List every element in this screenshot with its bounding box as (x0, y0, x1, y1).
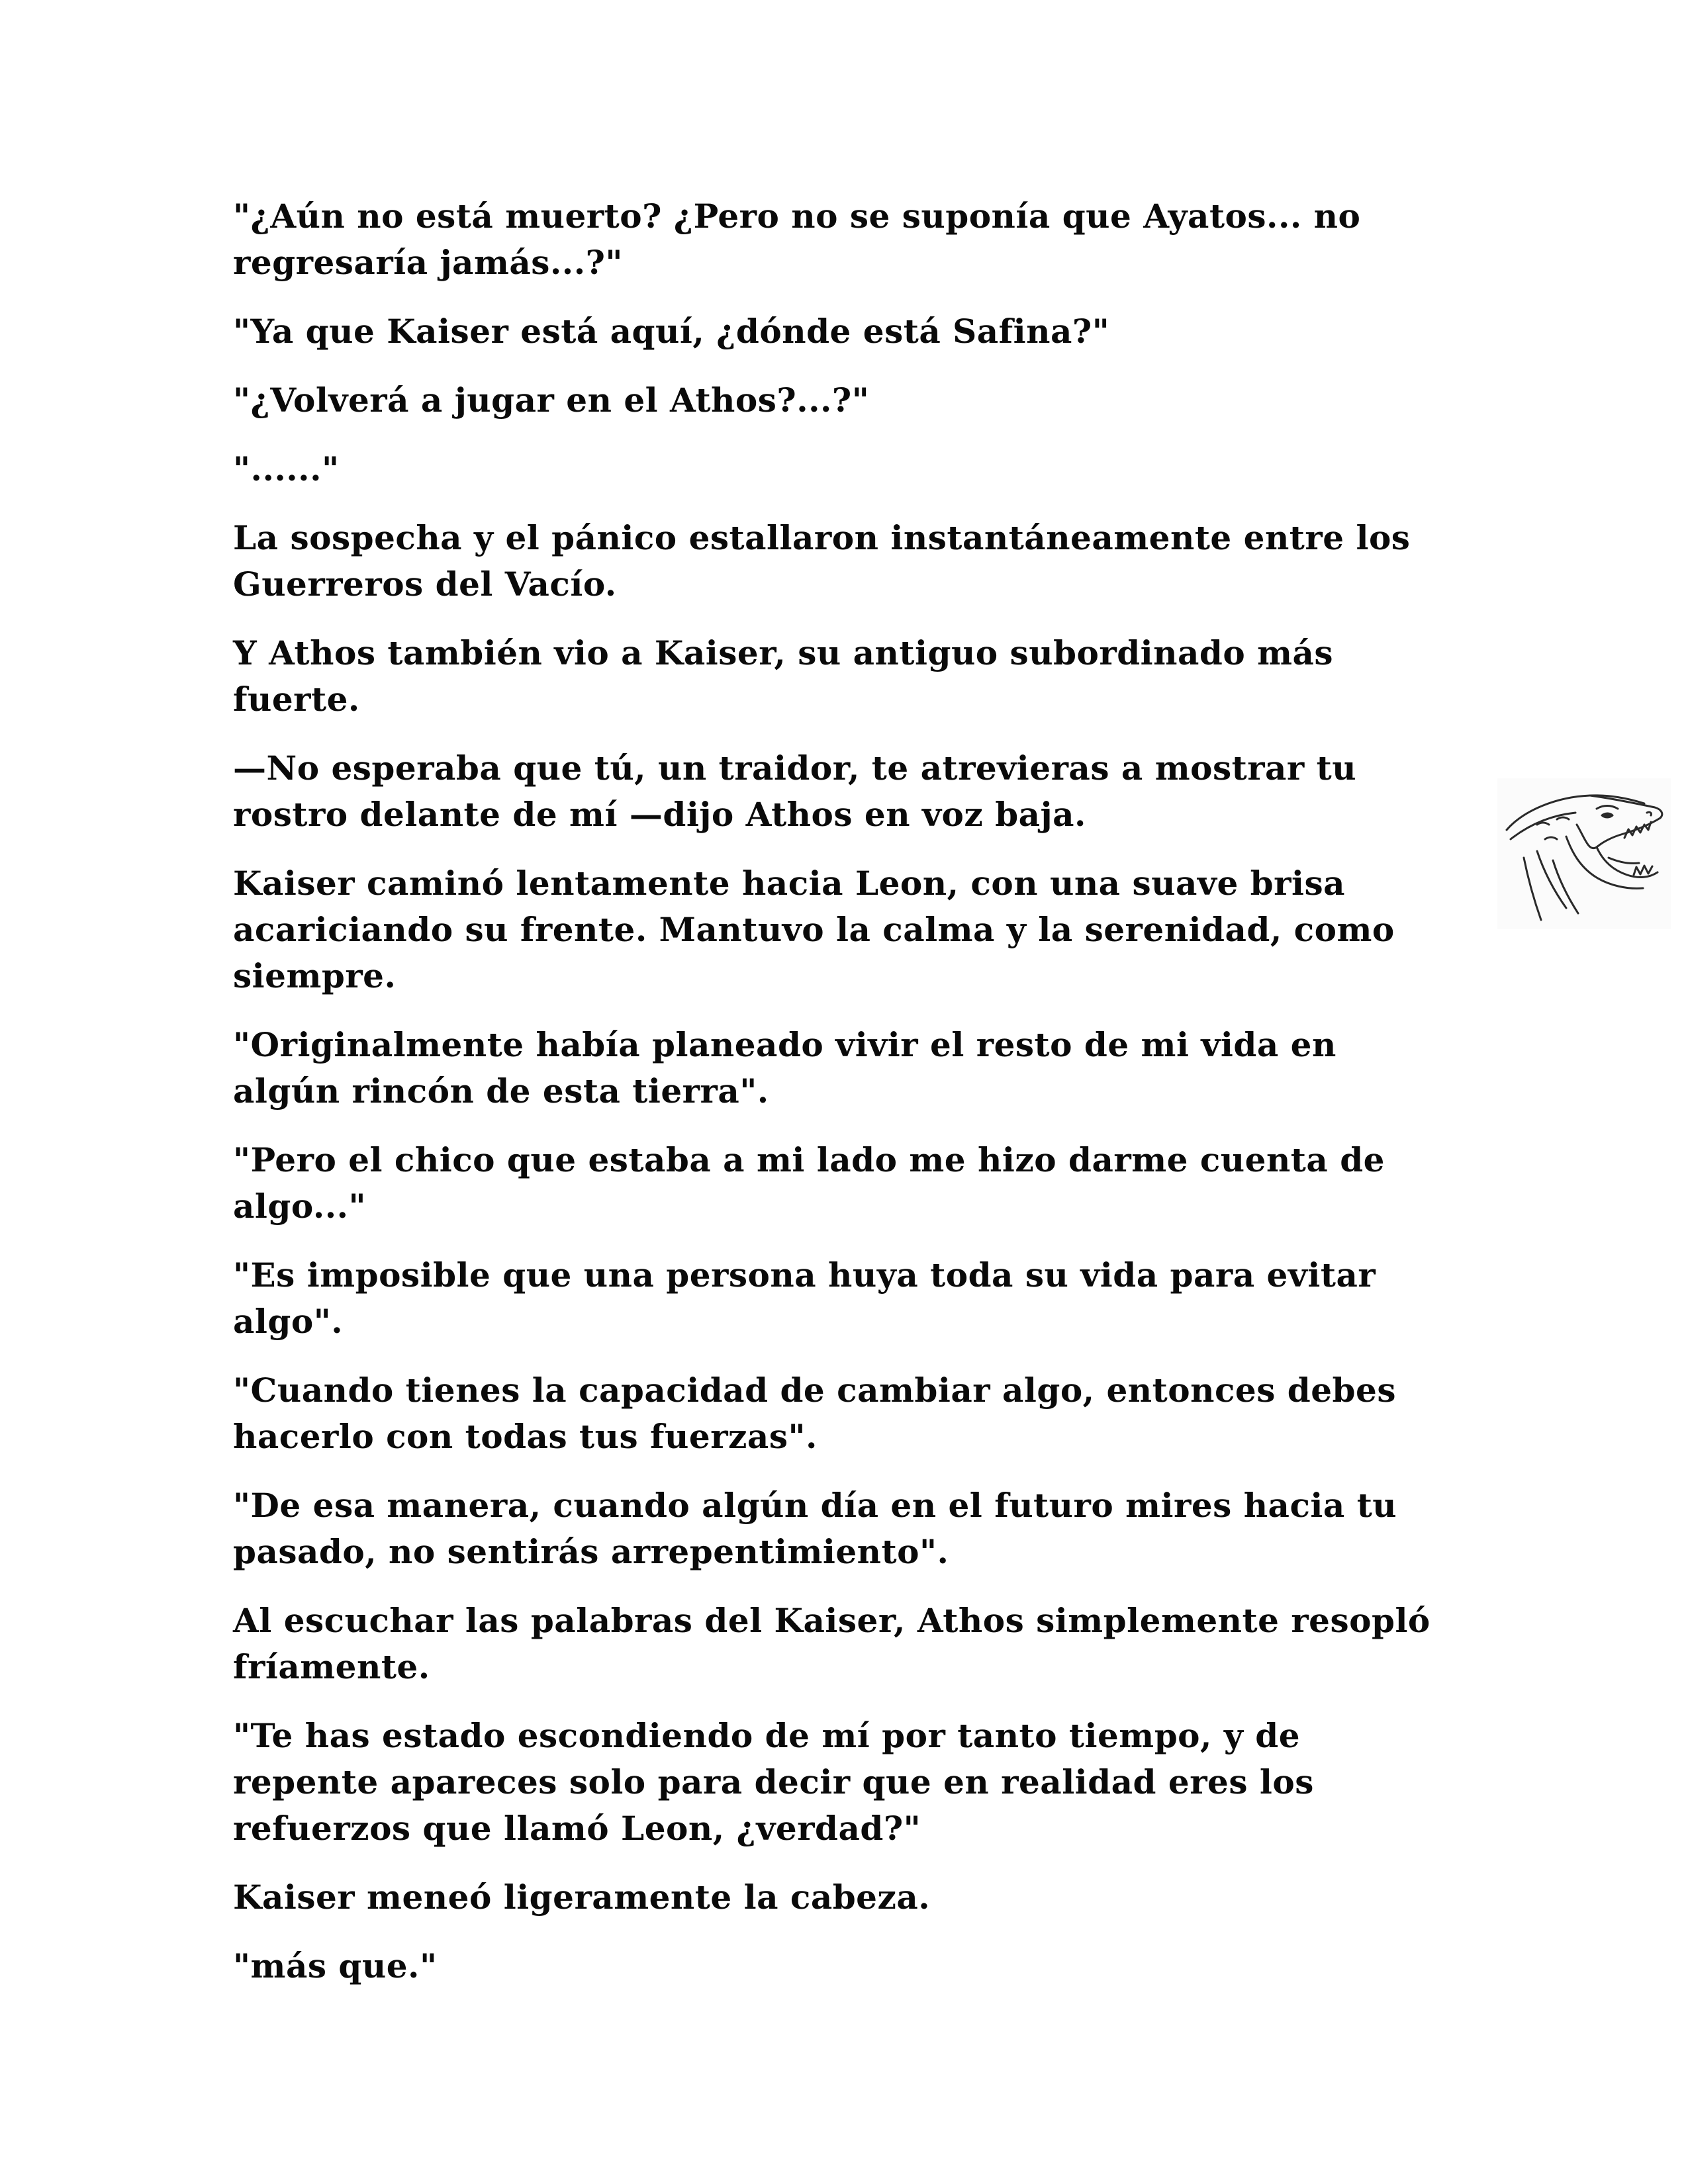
paragraph-17: "más que." (233, 1946, 438, 1985)
paragraph-9: "Originalmente había planeado vivir el resto de mi vida en algún rincón de esta tierra". (233, 1025, 1336, 1111)
paragraph-7: —No esperaba que tú, un traidor, te atrevieras a mostrar tu rostro delante de mí —dijo Athos en voz baja. (233, 749, 1357, 834)
paragraph-5: La sospecha y el pánico estallaron instantáneamente entre los Guerreros del Vacío. (233, 518, 1411, 604)
story-text (233, 193, 1444, 2012)
paragraph-14: Al escuchar las palabras del Kaiser, Athos simplemente resopló fríamente. (233, 1601, 1430, 1686)
paragraph-3: "¿Volverá a jugar en el Athos?...?" (233, 381, 870, 420)
dinosaur-head-icon (1497, 778, 1671, 929)
paragraph-16: Kaiser meneó ligeramente la cabeza. (233, 1878, 931, 1917)
paragraph-1: "¿Aún no está muerto? ¿Pero no se suponía que Ayatos... no regresaría jamás...?" (233, 197, 1361, 282)
paragraph-11: "Es imposible que una persona huya toda su vida para evitar algo". (233, 1255, 1376, 1341)
paragraph-15: "Te has estado escondiendo de mí por tanto tiempo, y de repente apareces solo para decir que en realidad eres los refuerzos que llamó Leon, ¿verdad?" (233, 1716, 1314, 1848)
paragraph-8: Kaiser caminó lentamente hacia Leon, con una suave brisa acariciando su frente. Mantuvo la calma y la serenidad, como siempre. (233, 864, 1395, 995)
paragraph-2: "Ya que Kaiser está aquí, ¿dónde está Safina?" (233, 312, 1110, 351)
paragraph-12: "Cuando tienes la capacidad de cambiar algo, entonces debes hacerlo con todas tus fuerzas". (233, 1371, 1396, 1456)
paragraph-10: "Pero el chico que estaba a mi lado me hizo darme cuenta de algo..." (233, 1140, 1385, 1226)
paragraph-4: "......" (233, 449, 340, 488)
paragraph-13: "De esa manera, cuando algún día en el futuro mires hacia tu pasado, no sentirás arrepentimiento". (233, 1486, 1397, 1571)
paragraph-6: Y Athos también vio a Kaiser, su antiguo subordinado más fuerte. (233, 633, 1334, 719)
